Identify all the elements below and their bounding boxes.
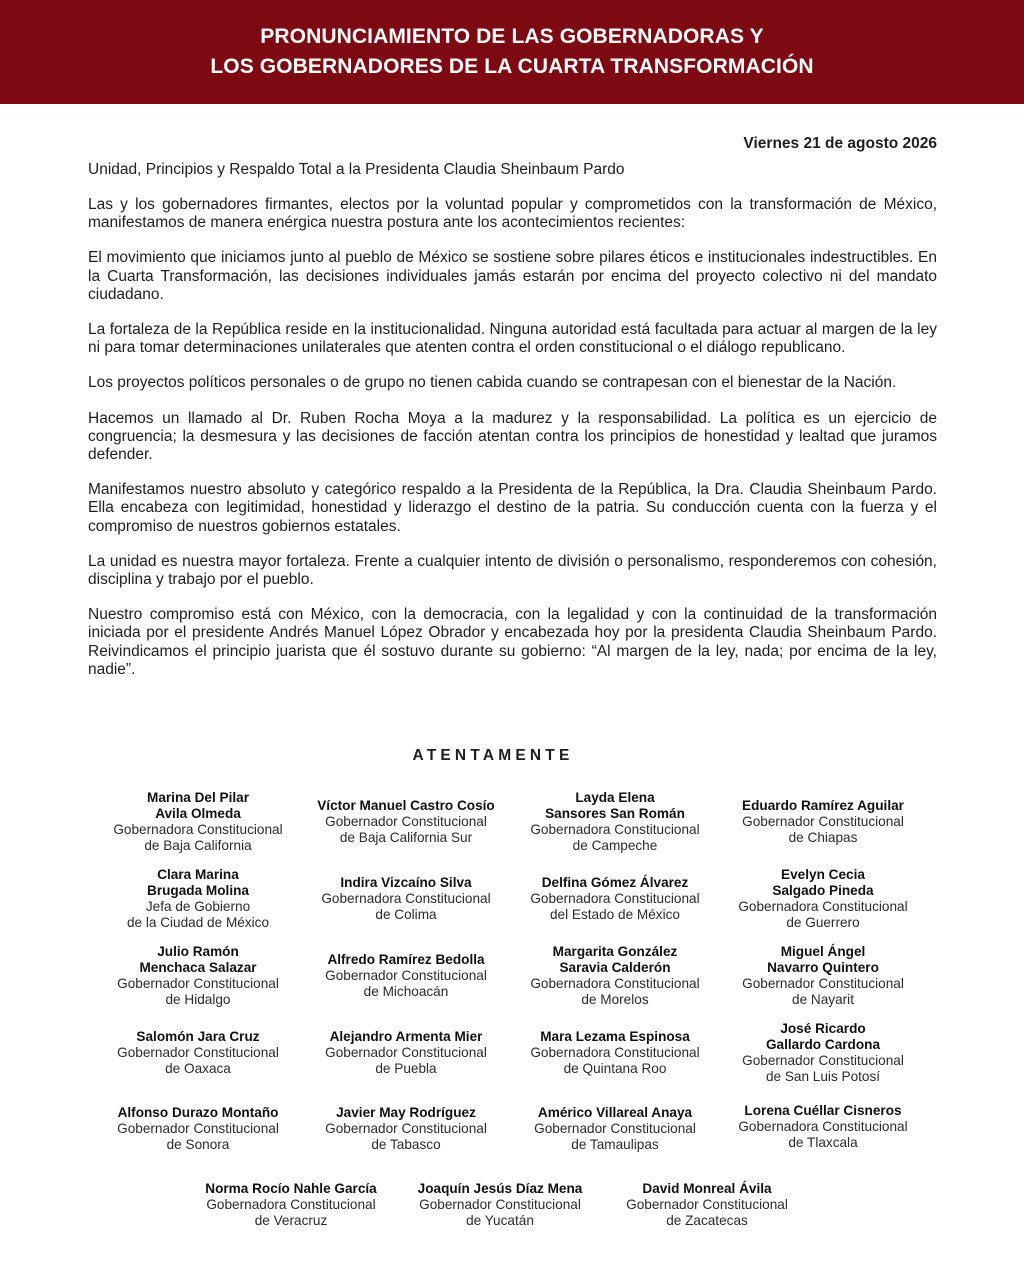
signer-role: Gobernador Constitucional xyxy=(117,976,279,991)
signer-role: Gobernador Constitucional xyxy=(325,968,487,983)
signature-block xyxy=(708,1020,938,1086)
signer-state: de Campeche xyxy=(572,838,658,853)
signer-state: de Morelos xyxy=(581,992,649,1007)
signer-state: de Tlaxcala xyxy=(788,1135,858,1150)
signer-name: Layda Elena xyxy=(575,790,655,805)
signature-block xyxy=(592,1172,822,1238)
signer-role: Gobernador Constitucional xyxy=(325,814,487,829)
paragraph: Los proyectos políticos personales o de grupo no tienen cabida cuando se contrapesan con el bienestar de la Nación. xyxy=(88,374,897,392)
signer-name: Américo Villareal Anaya xyxy=(537,1105,693,1120)
paragraph: Manifestamos nuestro absoluto y categórico respaldo a la Presidenta de la República, la Dra. Claudia Sheinbaum Pardo. Ella encabeza con legitimidad, honestidad y liderazgo el destino de la patria. Su conducción cuenta con la fuerza y el compromiso de nuestros gobiernos estatales. xyxy=(88,481,937,535)
signer-role: Gobernadora Constitucional xyxy=(113,822,283,837)
signature-block xyxy=(176,1172,406,1238)
signature-block xyxy=(385,1172,615,1238)
signer-name: Salgado Pineda xyxy=(772,883,874,898)
signer-state: de Tabasco xyxy=(371,1137,441,1152)
signature-block xyxy=(708,943,938,1009)
document-body xyxy=(88,134,937,679)
signer-name: Marina Del Pilar xyxy=(147,790,249,805)
signer-role: Gobernador Constitucional xyxy=(742,1053,904,1068)
signer-role: Gobernador Constitucional xyxy=(742,814,904,829)
paragraph: El movimiento que iniciamos junto al pueblo de México se sostiene sobre pilares éticos e institucionales indestructibles. En la Cuarta Transformación, las decisiones individuales jamás estarán por encima del proyecto colectivo ni del mandato ciudadano. xyxy=(88,249,937,303)
signer-name: Alfonso Durazo Montaño xyxy=(117,1105,279,1120)
signer-role: Gobernadora Constitucional xyxy=(530,976,700,991)
signature-block xyxy=(83,866,313,932)
signer-name: Julio Ramón xyxy=(157,944,239,959)
signer-state: de Baja California xyxy=(144,838,252,853)
signer-name: Gallardo Cardona xyxy=(765,1037,881,1052)
signature-block xyxy=(500,943,730,1009)
signature-block xyxy=(83,1096,313,1162)
signature-block xyxy=(500,866,730,932)
signature-block xyxy=(291,866,521,932)
signer-name: Alejandro Armenta Mier xyxy=(329,1029,483,1044)
header-title-line-1: PRONUNCIAMIENTO DE LAS GOBERNADORAS Y xyxy=(260,25,764,48)
signer-state: de la Ciudad de México xyxy=(126,915,270,930)
signer-role: Gobernadora Constitucional xyxy=(738,1119,908,1134)
signer-name: Norma Rocío Nahle García xyxy=(205,1181,377,1196)
signer-role: Gobernadora Constitucional xyxy=(530,822,700,837)
header-banner xyxy=(0,0,1024,104)
signer-name: Lorena Cuéllar Cisneros xyxy=(744,1103,902,1118)
signer-name: David Monreal Ávila xyxy=(642,1181,772,1196)
signer-name: Margarita González xyxy=(552,944,678,959)
signer-role: Gobernador Constitucional xyxy=(742,976,904,991)
signer-name: Miguel Ángel xyxy=(780,944,866,959)
signer-state: de Baja California Sur xyxy=(339,830,473,845)
signer-state: de Veracruz xyxy=(254,1213,328,1228)
paragraph: Hacemos un llamado al Dr. Ruben Rocha Moya a la madurez y la responsabilidad. La política es un ejercicio de congruencia; la desmesura y las decisiones de facción atentan contra los principios de honestidad y lealtad que juramos defender. xyxy=(88,409,937,464)
signer-role: Gobernador Constitucional xyxy=(325,1045,487,1060)
signature-block xyxy=(291,1096,521,1162)
signer-state: de Michoacán xyxy=(363,984,449,999)
signer-role: Jefa de Gobierno xyxy=(145,899,251,914)
document-subtitle: Unidad, Principios y Respaldo Total a la Presidenta Claudia Sheinbaum Pardo xyxy=(88,161,625,178)
signer-name: Indira Vizcaíno Silva xyxy=(340,875,472,890)
signature-block xyxy=(83,1020,313,1086)
signer-name: Evelyn Cecia xyxy=(781,867,865,882)
signer-role: Gobernador Constitucional xyxy=(419,1197,581,1212)
signer-name: José Ricardo xyxy=(780,1021,866,1036)
signer-name: Clara Marina xyxy=(157,867,239,882)
signature-block xyxy=(500,1020,730,1086)
signer-state: de San Luis Potosí xyxy=(765,1069,881,1084)
signer-role: Gobernador Constitucional xyxy=(325,1121,487,1136)
signer-name: Sansores San Román xyxy=(545,806,685,821)
signer-state: de Zacatecas xyxy=(666,1213,748,1228)
signer-name: Eduardo Ramírez Aguilar xyxy=(742,798,904,813)
signer-name: Avila Olmeda xyxy=(155,806,241,821)
signer-state: de Colima xyxy=(375,907,437,922)
signature-block xyxy=(83,789,313,855)
signer-name: Menchaca Salazar xyxy=(139,960,257,975)
signer-role: Gobernador Constitucional xyxy=(626,1197,788,1212)
signature-heading: ATENTAMENTE xyxy=(412,747,574,764)
header-title-line-2: LOS GOBERNADORES DE LA CUARTA TRANSFORMACIÓN xyxy=(210,55,814,78)
paragraph: La fortaleza de la República reside en la institucionalidad. Ninguna autoridad está facultada para actuar al margen de la ley ni para tomar determinaciones unilaterales que atenten contra el orden constitucional o el diálogo republicano. xyxy=(88,321,937,357)
signature-block xyxy=(291,1020,521,1086)
signer-name: Salomón Jara Cruz xyxy=(136,1029,260,1044)
signer-state: de Guerrero xyxy=(786,915,860,930)
signature-block xyxy=(708,866,938,932)
signer-state: de Puebla xyxy=(375,1061,437,1076)
signer-name: Joaquín Jesús Díaz Mena xyxy=(417,1181,583,1196)
signer-role: Gobernadora Constitucional xyxy=(206,1197,376,1212)
signer-state: de Sonora xyxy=(166,1137,230,1152)
signer-role: Gobernador Constitucional xyxy=(534,1121,696,1136)
signer-role: Gobernador Constitucional xyxy=(117,1045,279,1060)
signature-block xyxy=(708,1094,938,1160)
signer-name: Delfina Gómez Álvarez xyxy=(541,875,689,890)
signer-state: de Yucatán xyxy=(466,1213,534,1228)
paragraph: La unidad es nuestra mayor fortaleza. Frente a cualquier intento de división o personalismo, responderemos con cohesión, disciplina y trabajo por el pueblo. xyxy=(88,552,937,589)
signer-name: Brugada Molina xyxy=(147,883,249,898)
signer-state: de Nayarit xyxy=(792,992,854,1007)
signer-state: de Quintana Roo xyxy=(563,1061,667,1076)
signature-block xyxy=(291,789,521,855)
signer-state: del Estado de México xyxy=(550,907,680,922)
signer-role: Gobernadora Constitucional xyxy=(321,891,491,906)
signature-block xyxy=(83,943,313,1009)
paragraph: Nuestro compromiso está con México, con la democracia, con la legalidad y con la continuidad de la transformación iniciada por el presidente Andrés Manuel López Obrador y encabezada hoy por la presidenta Claudia Sheinbaum Pardo. Reivindicamos el principio juarista que él sostuvo durante su gobierno: “Al margen de la ley, nada; por encima de la ley, nadie”. xyxy=(88,606,937,678)
paragraph: Las y los gobernadores firmantes, electos por la voluntad popular y comprometidos con la transformación de México, manifestamos de manera enérgica nuestra postura ante los acontecimientos recientes: xyxy=(88,196,937,232)
signer-name: Saravia Calderón xyxy=(559,960,671,975)
signer-state: de Tamaulipas xyxy=(571,1137,659,1152)
signer-name: Mara Lezama Espinosa xyxy=(540,1029,690,1044)
signer-name: Alfredo Ramírez Bedolla xyxy=(327,952,485,967)
signature-block xyxy=(708,789,938,855)
signer-role: Gobernadora Constitucional xyxy=(530,1045,700,1060)
signer-state: de Oaxaca xyxy=(165,1061,231,1076)
signer-name: Javier May Rodríguez xyxy=(336,1105,476,1120)
signer-state: de Chiapas xyxy=(788,830,858,845)
signer-name: Víctor Manuel Castro Cosío xyxy=(317,798,495,813)
signature-block xyxy=(291,943,521,1009)
signer-role: Gobernadora Constitucional xyxy=(738,899,908,914)
signer-role: Gobernadora Constitucional xyxy=(530,891,700,906)
document-date: Viernes 21 de agosto 2026 xyxy=(743,135,937,152)
signer-name: Navarro Quintero xyxy=(767,960,879,975)
signature-block xyxy=(500,1096,730,1162)
signer-role: Gobernador Constitucional xyxy=(117,1121,279,1136)
signer-state: de Hidalgo xyxy=(165,992,231,1007)
signature-block xyxy=(500,789,730,855)
